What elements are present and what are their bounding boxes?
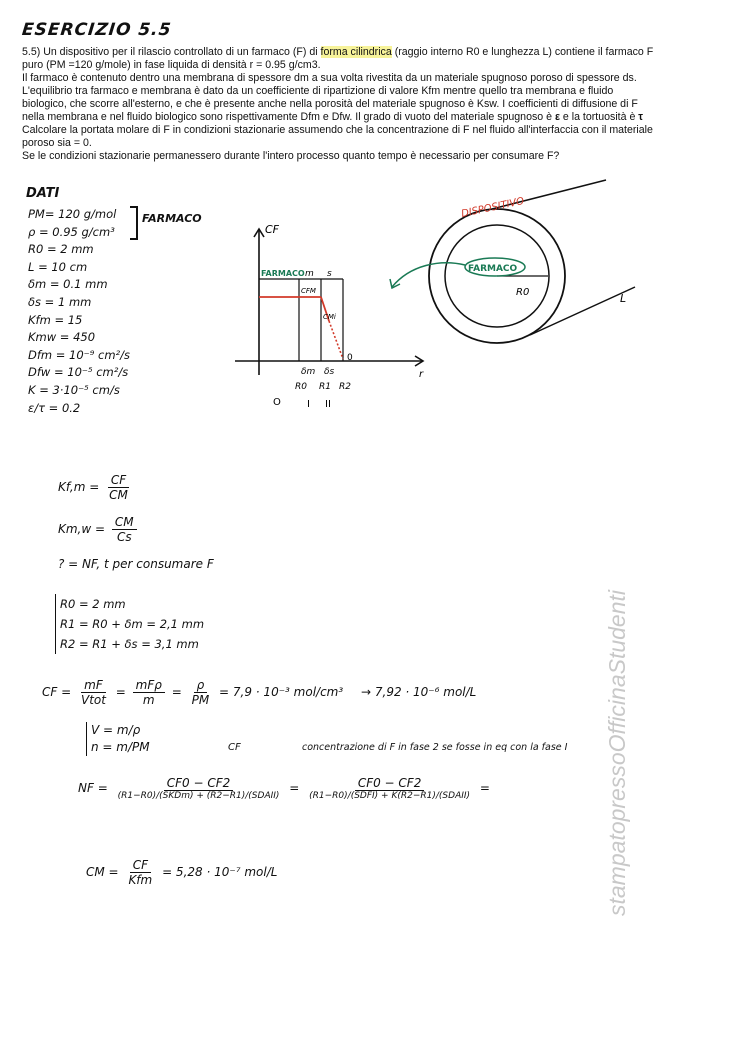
r2-label: R2: [339, 382, 351, 392]
x-axis-label: r: [419, 369, 424, 380]
problem-line: Il farmaco è contenuto dentro una membrana di spessore dm a sua volta rivestita da un materiale spugnoso poroso di spessore ds.: [22, 72, 637, 84]
region-farmaco-label: FARMACO: [261, 269, 305, 278]
device-farmaco-label: FARMACO: [468, 264, 518, 274]
r0-label: R0: [295, 382, 307, 392]
zone-0-label: O: [273, 397, 281, 408]
y-axis-label: CF: [265, 223, 280, 236]
nf-equation: NF = $\frac{CF0 - CF2}{\text{(R1−R0)/(SKDm) + (R2−R1)/(SDAII)}}$ = $\frac{CF0 - CF2}{\text{(R1−R0)/(SDFI) + K(R2−R1)/(SDAII)}}$ =: [78, 776, 490, 801]
dati-item: PM= 120 g/mol: [28, 207, 117, 221]
cf-note-symbol: CF: [228, 742, 241, 753]
dati-item: K = 3·10⁻⁵ cm/s: [28, 382, 120, 397]
dati-item: δm = 0.1 mm: [28, 277, 108, 292]
device-length-label: L: [620, 292, 627, 305]
region-s-label: s: [327, 269, 332, 279]
farmaco-label: FARMACO: [142, 212, 202, 225]
v-n-definitions: V = m/ρ n = m/PM: [86, 722, 150, 756]
cf-equation: CF = $\frac{mF}{\text{Vtot}}$ = $\frac{\text{mFρ}}{m}$ = $\frac{\rho}{PM}$ = 7,9 · 10⁻³ mol/cm³ → 7,92 · 10⁻⁶ mol/L: [42, 678, 477, 707]
problem-line: 5.5) Un dispositivo per il rilascio controllato di un farmaco (F) di forma cilindrica (raggio interno R0 e lunghezza L) contiene il farmaco F: [22, 46, 654, 58]
problem-statement: [22, 46, 722, 163]
r1-label: R1: [319, 382, 331, 392]
watermark: stampatopressoOfficinaStudenti: [604, 589, 630, 916]
region-m-label: m: [305, 269, 314, 279]
problem-line: puro (PM =120 g/mole) in fase liquida di densità r = 0.95 g/cm3.: [22, 59, 321, 71]
kmw-equation: Km,w = $\frac{CM}{Cs}$: [58, 515, 140, 544]
zone-1-label: I: [307, 399, 310, 410]
tick-ds-label: δs: [324, 367, 335, 377]
zero-label: 0: [347, 353, 353, 363]
device-label: DISPOSITIVO: [460, 195, 526, 220]
highlighted-text: forma cilindrica: [320, 46, 392, 58]
device-r0-label: R0: [516, 287, 530, 298]
radius-r0: R0 = 2 mm: [60, 597, 126, 611]
problem-line: Se le condizioni stazionarie permanessero durante l'intero processo quanto tempo è necessario per consumare F?: [22, 150, 560, 162]
cf-note: concentrazione di F in fase 2 se fosse in eq con la fase I: [302, 742, 568, 753]
dati-item: δs = 1 mm: [28, 294, 92, 309]
tau-symbol: τ: [638, 111, 644, 123]
problem-line: Calcolare la portata molare di F in condizioni stazionarie assumendo che la concentrazione di F nel fluido all'interfaccia con il materiale: [22, 124, 653, 136]
point-cmi-label: CMi: [323, 313, 336, 321]
dati-item: Dfw = 10⁻⁵ cm²/s: [28, 365, 129, 380]
radius-r2: R2 = R1 + δs = 3,1 mm: [60, 637, 199, 651]
problem-line: poroso sia = 0.: [22, 137, 92, 149]
problem-line: biologico, che scorre all'esterno, e che è presente anche nella porosità del materiale spugnoso è Ksw. I coefficienti di diffusione di F: [22, 98, 638, 110]
zone-2-label: II: [325, 399, 331, 410]
dati-item: ρ = 0.95 g/cm³: [28, 224, 115, 239]
kfm-equation: Kf,m = $\frac{CF}{CM}$: [58, 473, 128, 502]
problem-line: nella membrana e nel fluido biologico sono rispettivamente Dfm e Dfw. Il grado di vuoto del materiale spugnoso è ε e la tortuosità è τ: [22, 111, 644, 123]
dati-item: Kfm = 15: [28, 312, 83, 327]
farmaco-bracket: [130, 206, 138, 240]
tick-dm-label: δm: [301, 367, 316, 377]
dati-item: ε/τ = 0.2: [28, 400, 81, 415]
problem-line: L'equilibrio tra farmaco e membrana è dato da un coefficiente di ripartizione di valore Kfm mentre quello tra membrana e fluido: [22, 85, 614, 97]
cm-equation: CM = $\frac{CF}{\text{Kfm}}$ = 5,28 · 10⁻⁷ mol/L: [86, 858, 278, 887]
dati-item: Dfm = 10⁻⁹ cm²/s: [28, 347, 131, 362]
exercise-heading: ESERCIZIO 5.5: [20, 20, 173, 40]
dati-title: DATI: [26, 186, 60, 201]
cylindrical-device-sketch: [380, 175, 640, 350]
radius-r1: R1 = R0 + δm = 2,1 mm: [60, 617, 205, 631]
question-line: ? = NF, t per consumare F: [58, 557, 214, 571]
radii-block: [55, 594, 204, 654]
dati-item: Kmw = 450: [28, 330, 96, 345]
point-cfm-label: CFM: [301, 287, 316, 295]
epsilon-symbol: ε: [554, 111, 560, 123]
dati-list: [28, 206, 130, 417]
dati-item: R0 = 2 mm: [28, 242, 94, 257]
concentration-sponge: [329, 321, 343, 359]
dati-item: L = 10 cm: [28, 259, 88, 274]
